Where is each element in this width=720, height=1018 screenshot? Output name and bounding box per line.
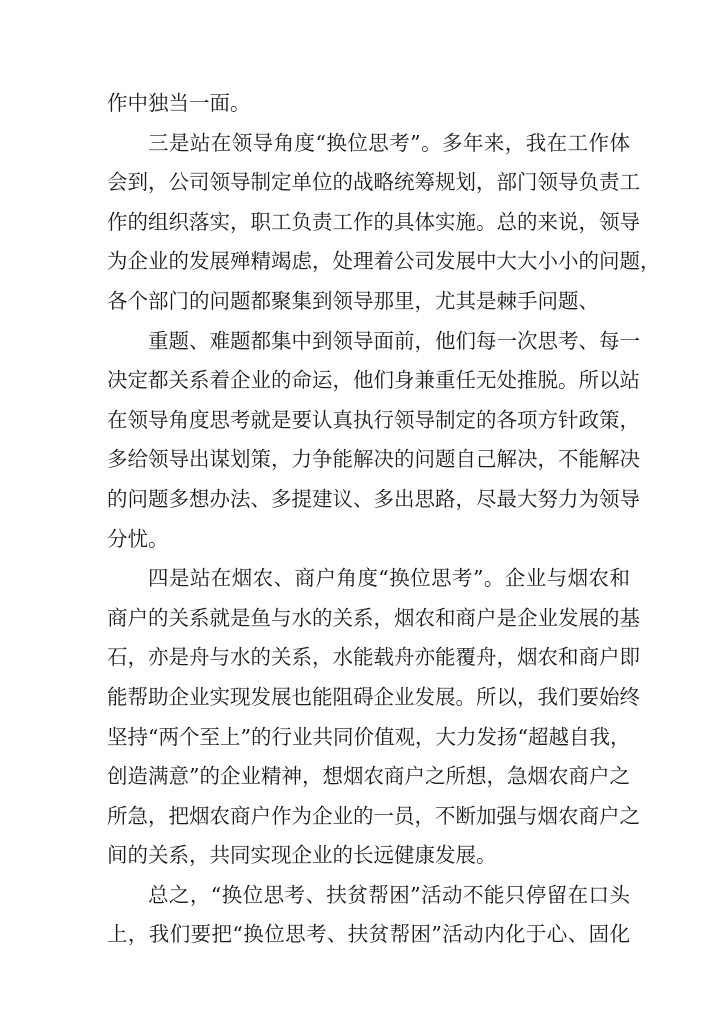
text-line: 总之，“换位思考、扶贫帮困”活动不能只停留在口头 — [148, 882, 630, 907]
text-line: 作中独当一面。 — [107, 91, 251, 115]
paragraph — [107, 124, 661, 322]
text-line: 四是站在烟农、商户角度“换位思考”。企业与烟农和 — [148, 566, 630, 591]
paragraph — [107, 876, 630, 955]
paragraph — [107, 322, 640, 560]
text-line: 各个部门的问题都聚集到领导那里，尤其是棘手问题、 — [107, 288, 599, 313]
text-line: 多给领导出谋划策，力争能解决的问题自己解决，不能解决 — [107, 447, 640, 472]
text-line: 为企业的发展殚精竭虑，处理着公司发展中大大小小的问题， — [107, 249, 661, 274]
paragraph — [107, 559, 640, 876]
text-line: 商户的关系就是鱼与水的关系，烟农和商户是企业发展的基 — [107, 605, 640, 630]
text-line: 创造满意”的企业精神，想烟农商户之所想，急烟农商户之 — [107, 764, 630, 789]
text-line: 三是站在领导角度“换位思考”。多年来，我在工作体 — [148, 130, 630, 155]
text-line: 作的组织落实，职工负责工作的具体实施。总的来说，领导 — [107, 209, 640, 234]
text-line: 决定都关系着企业的命运，他们身兼重任无处推脱。所以站 — [107, 368, 640, 393]
text-line: 在领导角度思考就是要认真执行领导制定的各项方针政策， — [107, 407, 640, 432]
text-line: 上，我们要把“换位思考、扶贫帮困”活动内化于心、固化 — [107, 922, 630, 947]
text-line: 重题、难题都集中到领导面前，他们每一次思考、每一 — [148, 328, 640, 353]
document-body — [107, 84, 661, 955]
text-line: 能帮助企业实现发展也能阻碍企业发展。所以，我们要始终 — [107, 684, 640, 709]
paragraph — [107, 84, 630, 124]
text-line: 所急，把烟农商户作为企业的一员，不断加强与烟农商户之 — [107, 803, 640, 828]
text-line: 石，亦是舟与水的关系，水能载舟亦能覆舟，烟农和商户即 — [107, 645, 640, 670]
text-line: 坚持“两个至上”的行业共同价值观，大力发扬“超越自我， — [107, 724, 631, 749]
text-line: 分忧。 — [107, 526, 169, 551]
text-line: 间的关系，共同实现企业的长远健康发展。 — [107, 843, 497, 868]
text-line: 会到，公司领导制定单位的战略统筹规划，部门领导负责工 — [107, 170, 640, 195]
text-line: 的问题多想办法、多提建议、多出思路，尽最大努力为领导 — [107, 486, 640, 511]
